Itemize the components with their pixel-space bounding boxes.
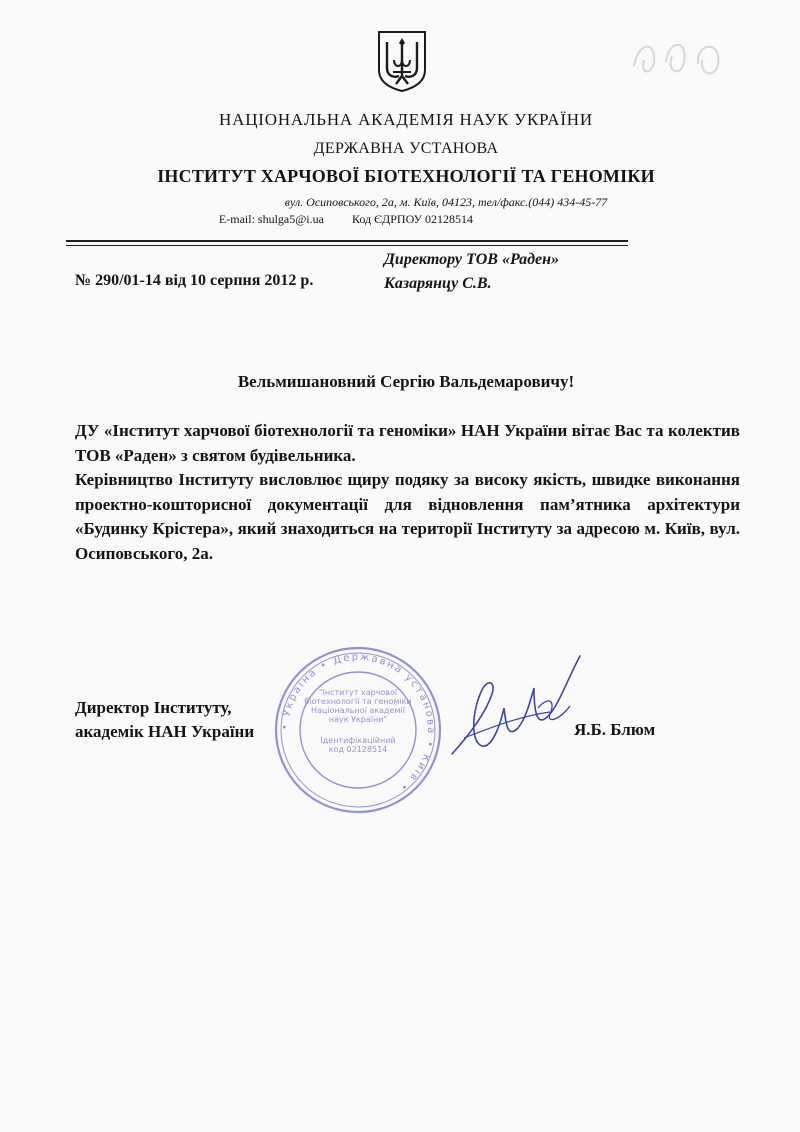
- stamp-outer-text: • Україна • Державна установа • Київ •: [279, 651, 437, 794]
- institution-stamp-icon: [272, 644, 444, 816]
- signatory-title-line-1: Директор Інституту,: [75, 698, 232, 717]
- institute-contacts: [0, 212, 752, 227]
- addressee-name: Казарянцу С.В.: [384, 275, 492, 292]
- handwritten-signature-icon: [430, 642, 600, 782]
- edrpou-code: Код ЄДРПОУ 02128514: [351, 212, 474, 226]
- institute-address: вул. Осиповського, 2а, м. Київ, 04123, тел/факс.(044) 434-45-77: [284, 195, 608, 209]
- body-paragraph-1: ДУ «Інститут харчової біотехнології та геноміки» НАН України вітає Вас та колектив ТОВ «Раден» з святом будівельника.: [75, 421, 740, 465]
- outgoing-number-date: № 290/01-14 від 10 серпня 2012 р.: [75, 272, 314, 289]
- letter-body: [75, 419, 740, 566]
- institute-name: ІНСТИТУТ ХАРЧОВОЇ БІОТЕХНОЛОГІЇ ТА ГЕНОМІКИ: [157, 166, 655, 186]
- signatory-title: [75, 696, 254, 744]
- trident-coat-of-arms-icon: [376, 30, 428, 92]
- state-institution-label: ДЕРЖАВНА УСТАНОВА: [313, 140, 499, 157]
- stamp-inner-text: "Інститут харчової біотехнології та геноміки Національної академії наук України": [304, 688, 412, 724]
- header-divider-thin: [66, 245, 628, 246]
- academy-name: НАЦІОНАЛЬНА АКАДЕМІЯ НАУК УКРАЇНИ: [219, 110, 593, 129]
- stamp-id-line-1: Ідентифікаційний: [320, 736, 396, 745]
- email-text: E-mail: shulga5@i.ua: [218, 212, 324, 226]
- addressee-block: [384, 248, 559, 296]
- salutation: Вельмишановний Сергію Вальдемаровичу!: [237, 372, 575, 391]
- signatory-name: Я.Б. Блюм: [574, 720, 656, 739]
- signatory-title-line-2: академік НАН України: [75, 722, 255, 741]
- addressee-position: Директору ТОВ «Раден»: [384, 251, 560, 268]
- body-paragraph-2: Керівництво Інституту висловлює щиру подяку за високу якість, швидке виконання проектно-кошторисної документації для відновлення пам’ятника архітектури «Будинку Крістера», який знаходиться на території Інституту за адресою м. Київ, вул. Осиповського, 2а.: [75, 470, 740, 563]
- handwritten-number-mark: [626, 22, 736, 84]
- header-divider-thick: [66, 240, 628, 242]
- stamp-id-line-2: код 02128514: [328, 745, 388, 754]
